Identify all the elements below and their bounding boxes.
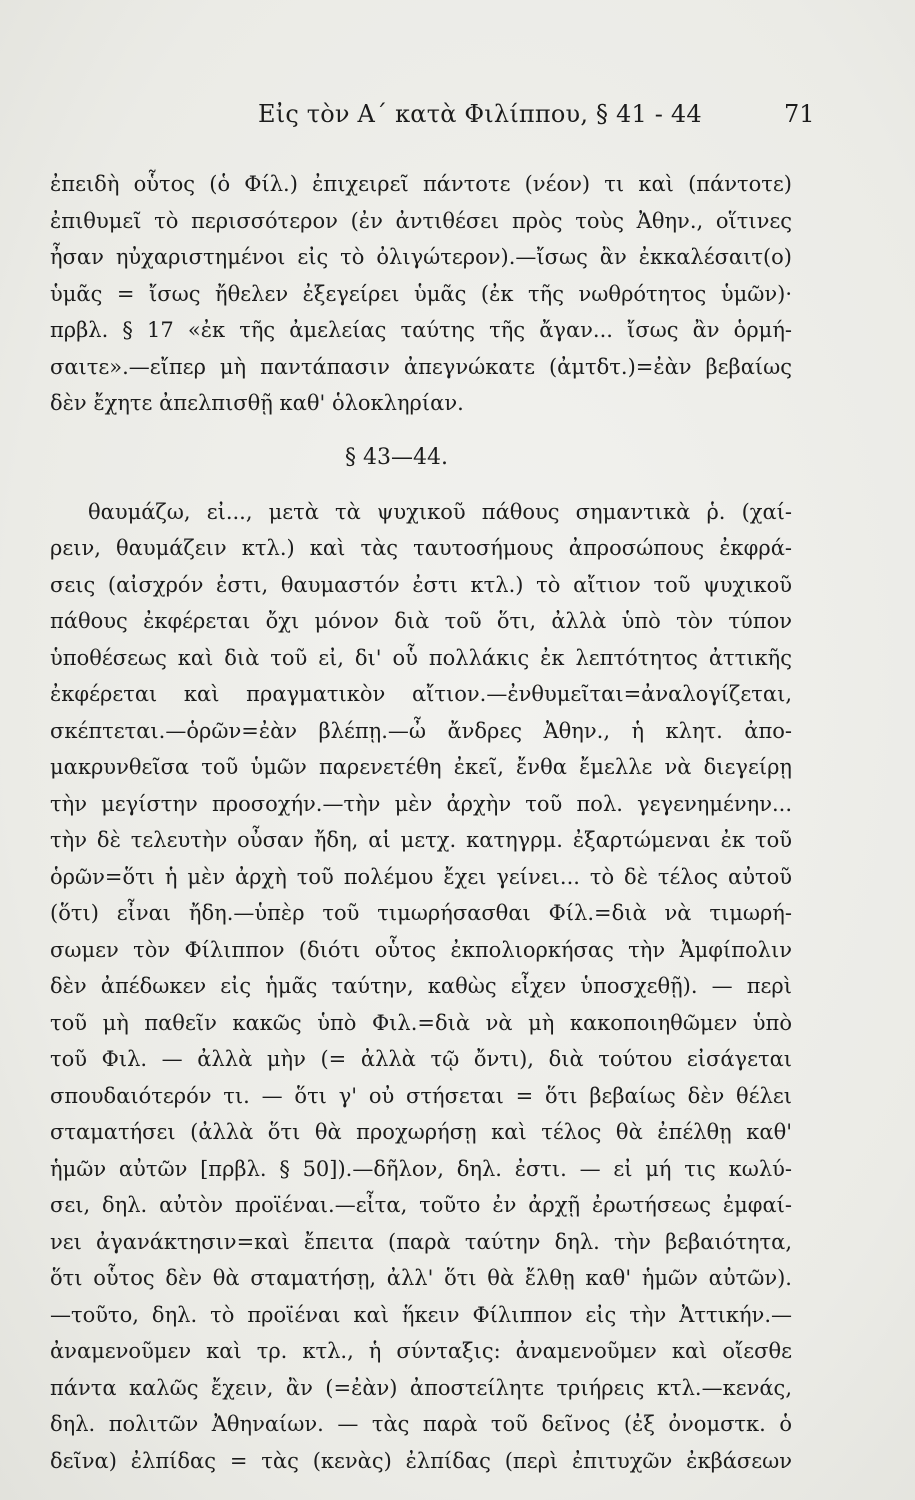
text-line: ἀναμενοῦμεν καὶ τρ. κτλ., ἡ σύνταξις: ἀναμενοῦμεν καὶ οἴεσθε xyxy=(50,1339,792,1363)
text-line: δηλ. πολιτῶν Ἀθηναίων. — τὰς παρὰ τοῦ δεῖνος (ἐξ ὀνομστκ. ὁ xyxy=(50,1412,792,1436)
text-line: σει, δηλ. αὐτὸν προϊέναι.—εἶτα, τοῦτο ἐν ἀρχῇ ἐρωτήσεως ἐμφαί- xyxy=(50,1193,792,1217)
text-line: ἐπιθυμεῖ τὸ περισσότερον (ἐν ἀντιθέσει πρὸς τοὺς Ἀθην., οἵτινες xyxy=(50,208,792,233)
section-heading: § 43—44. xyxy=(345,444,448,470)
text-line: μακρυνθεῖσα τοῦ ὑμῶν παρενετέθη ἐκεῖ, ἔνθα ἔμελλε νὰ διεγείρῃ xyxy=(50,755,792,779)
text-line: ὑποθέσεως καὶ διὰ τοῦ εἰ, δι' οὗ πολλάκις ἐκ λεπτότητος ἀττικῆς xyxy=(50,645,792,670)
page-number: 71 xyxy=(784,100,815,128)
paragraph-2 xyxy=(50,494,792,1480)
text-line: τοῦ μὴ παθεῖν κακῶς ὑπὸ Φιλ.=διὰ νὰ μὴ κακοποιηθῶμεν ὑπὸ xyxy=(50,1010,792,1035)
text-line: πάθους ἐκφέρεται ὄχι μόνον διὰ τοῦ ὅτι, ἀλλὰ ὑπὸ τὸν τύπον xyxy=(50,609,792,633)
text-line: πρβλ. § 17 «ἐκ τῆς ἀμελείας ταύτης τῆς ἄγαν... ἴσως ἂν ὁρμή- xyxy=(50,318,792,342)
text-line: σεις (αἰσχρόν ἐστι, θαυμαστόν ἐστι κτλ.) τὸ αἴτιον τοῦ ψυχικοῦ xyxy=(50,572,792,597)
text-line: δὲν ἔχητε ἀπελπισθῇ καθ' ὁλοκληρίαν. xyxy=(50,391,464,415)
text-line: ἐκφέρεται καὶ πραγματικὸν αἴτιον.—ἐνθυμεῖται=ἀναλογίζεται, xyxy=(50,682,792,706)
text-line: δεῖνα) ἐλπίδας = τὰς (κενὰς) ἐλπίδας (περὶ ἐπιτυχῶν ἐκβάσεων xyxy=(50,1448,792,1473)
page-header xyxy=(0,100,915,136)
text-line: θαυμάζω, εἰ..., μετὰ τὰ ψυχικοῦ πάθους σημαντικὰ ῥ. (χαί- xyxy=(88,499,792,524)
text-line: σκέπτεται.—ὁρῶν=ἐὰν βλέπῃ.—ὦ ἄνδρες Ἀθην., ἡ κλητ. ἀπο- xyxy=(50,718,792,743)
text-line: (ὅτι) εἶναι ἤδη.—ὑπὲρ τοῦ τιμωρήσασθαι Φίλ.=διὰ νὰ τιμωρή- xyxy=(50,901,792,925)
text-line: τοῦ Φιλ. — ἀλλὰ μὴν (= ἀλλὰ τῷ ὄντι), διὰ τούτου εἰσάγεται xyxy=(50,1047,792,1071)
text-line: ἡμῶν αὐτῶν [πρβλ. § 50]).—δῆλον, δηλ. ἐστι. — εἰ μή τις κωλύ- xyxy=(50,1156,792,1181)
text-line: σωμεν τὸν Φίλιππον (διότι οὗτος ἐκπολιορκήσας τὴν Ἀμφίπολιν xyxy=(50,937,792,962)
text-line: ἐπειδὴ οὗτος (ὁ Φίλ.) ἐπιχειρεῖ πάντοτε (νέον) τι καὶ (πάντοτε) xyxy=(50,172,792,196)
paragraph-1 xyxy=(50,166,792,422)
body-text xyxy=(50,166,792,1479)
text-line: ρειν, θαυμάζειν κτλ.) καὶ τὰς ταυτοσήμους ἀπροσώπους ἐκφρά- xyxy=(50,536,792,560)
text-line: δὲν ἀπέδωκεν εἰς ἡμᾶς ταύτην, καθὼς εἶχεν ὑποσχεθῇ). — περὶ xyxy=(50,974,792,998)
text-line: τὴν δὲ τελευτὴν οὖσαν ἤδη, αἱ μετχ. κατηγρμ. ἐξαρτώμεναι ἐκ τοῦ xyxy=(50,828,792,852)
text-line: τὴν μεγίστην προσοχήν.—τὴν μὲν ἀρχὴν τοῦ πολ. γεγενημένην... xyxy=(50,791,792,816)
text-line: ὑμᾶς = ἴσως ἤθελεν ἐξεγείρει ὑμᾶς (ἐκ τῆς νωθρότητος ὑμῶν)· xyxy=(50,281,792,306)
text-line: ὁρῶν=ὅτι ἡ μὲν ἀρχὴ τοῦ πολέμου ἔχει γείνει... τὸ δὲ τέλος αὐτοῦ xyxy=(50,864,792,889)
text-line: —τοῦτο, δηλ. τὸ προϊέναι καὶ ἥκειν Φίλιππον εἰς τὴν Ἀττικήν.— xyxy=(50,1302,792,1327)
text-line: σαιτε».—εἴπερ μὴ παντάπασιν ἀπεγνώκατε (ἀμτδτ.)=ἐὰν βεβαίως xyxy=(50,354,792,379)
text-line: ἦσαν ηὐχαριστημένοι εἰς τὸ ὀλιγώτερον).—ἴσως ἂν ἐκκαλέσαιτ(ο) xyxy=(50,245,792,269)
text-line: πάντα καλῶς ἔχειν, ἂν (=ἐὰν) ἀποστείλητε τριήρεις κτλ.—κενάς, xyxy=(50,1375,792,1400)
text-line: σταματήσει (ἀλλὰ ὅτι θὰ προχωρήσῃ καὶ τέλος θὰ ἐπέλθῃ καθ' xyxy=(50,1120,792,1144)
text-line: νει ἀγανάκτησιν=καὶ ἔπειτα (παρὰ ταύτην δηλ. τὴν βεβαιότητα, xyxy=(50,1229,792,1254)
text-line: σπουδαιότερόν τι. — ὅτι γ' οὐ στήσεται = ὅτι βεβαίως δὲν θέλει xyxy=(50,1083,792,1108)
text-line: ὅτι οὗτος δὲν θὰ σταματήσῃ, ἀλλ' ὅτι θὰ ἔλθῃ καθ' ἡμῶν αὐτῶν). xyxy=(50,1266,792,1290)
running-head: Εἰς τὸν Α΄ κατὰ Φιλίππου, § 41 - 44 xyxy=(258,100,702,128)
